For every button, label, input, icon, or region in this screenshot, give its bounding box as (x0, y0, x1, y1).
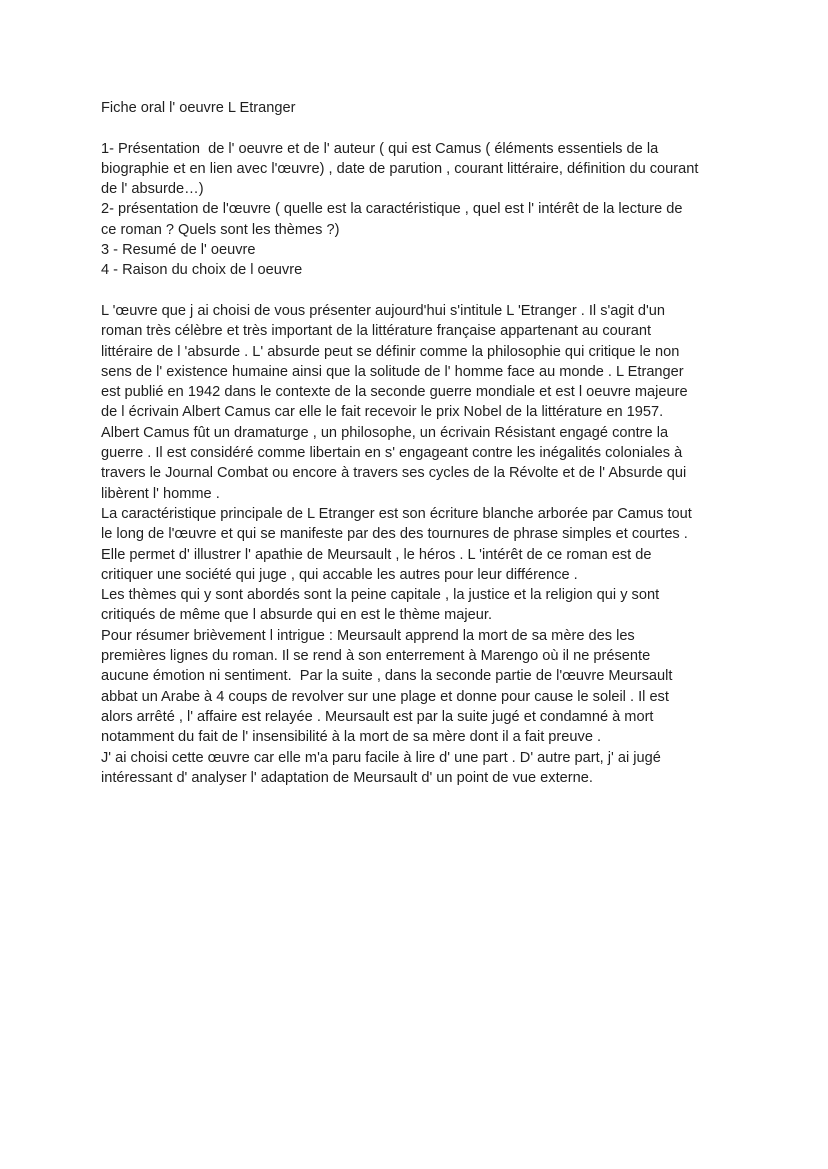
paragraph-choice (101, 748, 741, 789)
text-line: roman très célèbre et très important de la littérature française appartenant au courant (101, 323, 651, 340)
plan-section (101, 139, 741, 281)
text-line: abbat un Arabe à 4 coups de revolver sur une plage et donne pour cause le soleil . Il est (101, 688, 669, 705)
text-line: biographie et en lien avec l'œuvre) , date de parution , courant littéraire, définition du courant (101, 160, 699, 177)
text-line: guerre . Il est considéré comme libertain en s' engageant contre les inégalités coloniales à (101, 445, 683, 462)
text-line: le long de l'œuvre et qui se manifeste par des des tournures de phrase simples et courtes . (101, 526, 688, 543)
spacer (101, 281, 741, 301)
text-line: travers le Journal Combat ou encore à travers ses cycles de la Révolte et de l' Absurde qui (101, 465, 687, 482)
body-section (101, 301, 741, 788)
plan-item-1 (101, 139, 741, 200)
paragraph-introduction (101, 301, 741, 504)
text-line: L 'œuvre que j ai choisi de vous présenter aujourd'hui s'intitule L 'Etranger . Il s'agit d'un (101, 302, 666, 319)
text-line: notamment du fait de l' insensibilité à la mort de sa mère dont il a fait preuve . (101, 729, 602, 746)
text-line: 4 - Raison du choix de l oeuvre (101, 262, 303, 279)
text-line: alors arrêté , l' affaire est relayée . Meursault est par la suite jugé et condamné à mort (101, 708, 654, 725)
text-line: J' ai choisi cette œuvre car elle m'a paru facile à lire d' une part . D' autre part, j' ai jugé (101, 749, 661, 766)
text-line: 3 - Resumé de l' oeuvre (101, 242, 256, 259)
text-line: critiquer une société qui juge , qui accable les autres pour leur différence . (101, 566, 578, 583)
text-line: sens de l' existence humaine ainsi que la solitude de l' homme face au monde . L Etranger (101, 363, 684, 380)
plan-item-3 (101, 240, 741, 260)
text-line: de l' absurde…) (101, 181, 204, 198)
text-line: premières lignes du roman. Il se rend à son enterrement à Marengo où il ne présente (101, 648, 651, 665)
text-line: Pour résumer brièvement l intrigue : Meursault apprend la mort de sa mère des les (101, 627, 635, 644)
text-line: libèrent l' homme . (101, 485, 220, 502)
text-line: Elle permet d' illustrer l' apathie de Meursault , le héros . L 'intérêt de ce roman est de (101, 546, 652, 563)
plan-item-4 (101, 260, 741, 280)
text-line: Albert Camus fût un dramaturge , un philosophe, un écrivain Résistant engagé contre la (101, 424, 669, 441)
text-line: ce roman ? Quels sont les thèmes ?) (101, 221, 340, 238)
text-line: aucune émotion ni sentiment. Par la suite , dans la seconde partie de l'œuvre Meursault (101, 668, 673, 685)
document-page (101, 98, 741, 788)
text-line: est publié en 1942 dans le contexte de la seconde guerre mondiale et est l oeuvre majeure (101, 384, 688, 401)
text-line: de l écrivain Albert Camus car elle le fait recevoir le prix Nobel de la littérature en 1957. (101, 404, 664, 421)
text-line: La caractéristique principale de L Etranger est son écriture blanche arborée par Camus tout (101, 505, 692, 522)
text-line: intéressant d' analyser l' adaptation de Meursault d' un point de vue externe. (101, 769, 593, 786)
text-line: 1- Présentation de l' oeuvre et de l' auteur ( qui est Camus ( éléments essentiels de la (101, 140, 659, 157)
document-title: Fiche oral l' oeuvre L Etranger (101, 100, 296, 116)
paragraph-style (101, 504, 741, 585)
paragraph-summary (101, 626, 741, 748)
text-line: Les thèmes qui y sont abordés sont la peine capitale , la justice et la religion qui y sont (101, 587, 660, 604)
text-line: littéraire de l 'absurde . L' absurde peut se définir comme la philosophie qui critique le non (101, 343, 680, 360)
text-line: critiqués de même que l absurde qui en est le thème majeur. (101, 607, 493, 624)
text-line: 2- présentation de l'œuvre ( quelle est la caractéristique , quel est l' intérêt de la lecture de (101, 201, 683, 218)
spacer (101, 118, 741, 138)
paragraph-themes (101, 585, 741, 626)
plan-item-2 (101, 199, 741, 240)
